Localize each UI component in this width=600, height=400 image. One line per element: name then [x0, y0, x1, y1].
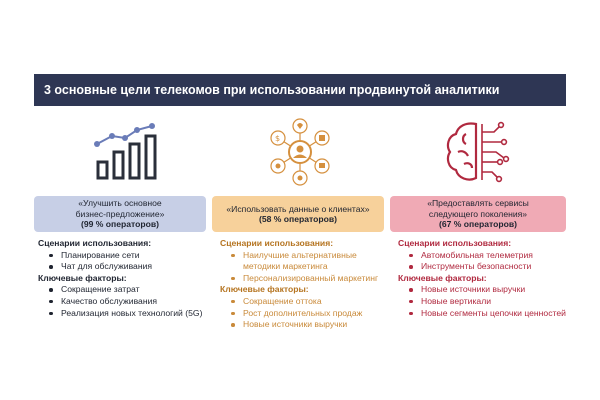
list-item: Наилучшие альтернативные методики маркетинга — [230, 250, 368, 273]
list-item: Чат для обслуживания — [48, 261, 218, 273]
list-item: Рост дополнительных продаж — [230, 308, 388, 320]
list-item: Инструменты безопасности — [408, 261, 578, 273]
customer-data-icon — [262, 116, 338, 188]
column-2-details — [220, 238, 388, 331]
goal-1-line1: «Улучшить основное — [78, 198, 162, 209]
goal-3-line2: следующего поколения» — [428, 208, 528, 219]
list-item: Новые источники выручки — [408, 284, 578, 296]
factors-list — [220, 296, 388, 331]
svg-text:$: $ — [275, 134, 281, 143]
growth-chart-icon — [92, 122, 162, 182]
use-cases-title: Сценарии использования: — [220, 238, 334, 248]
use-cases-list — [220, 250, 388, 285]
list-item: Планирование сети — [48, 250, 218, 262]
column-3-details — [398, 238, 578, 319]
list-item: Новые источники выручки — [230, 319, 388, 331]
goal-box-1 — [34, 196, 206, 232]
goal-2-percent: (58 % операторов) — [258, 214, 338, 224]
list-item: Реализация новых технологий (5G) — [48, 308, 218, 320]
use-cases-list — [398, 250, 578, 273]
goal-1-line2: бизнес-предложение» — [75, 208, 165, 219]
goal-1-percent: (99 % операторов) — [80, 219, 160, 230]
page-title: 3 основные цели телекомов при использовании продвинутой аналитики — [44, 83, 500, 97]
list-item: Автомобильная телеметрия — [408, 250, 578, 262]
factors-list — [38, 284, 218, 319]
goal-box-2 — [212, 196, 384, 232]
goal-3-line1: «Предоставлять сервисы — [427, 198, 529, 209]
list-item: Сокращение затрат — [48, 284, 218, 296]
list-item: Сокращение оттока — [230, 296, 388, 308]
use-cases-title: Сценарии использования: — [38, 238, 152, 248]
list-item: Персонализированный маркетинг — [230, 273, 388, 285]
use-cases-list — [38, 250, 218, 273]
list-item: Новые вертикали — [408, 296, 578, 308]
list-item: Качество обслуживания — [48, 296, 218, 308]
goal-3-percent: (67 % операторов) — [438, 219, 518, 230]
factors-title: Ключевые факторы: — [38, 272, 127, 283]
factors-title: Ключевые факторы: — [398, 272, 487, 283]
goal-2-line1: «Использовать данные о клиентах» — [226, 203, 370, 214]
column-1-details — [38, 238, 218, 319]
list-item: Новые сегменты цепочки ценностей — [408, 308, 578, 320]
factors-title: Ключевые факторы: — [220, 284, 309, 295]
factors-list — [398, 284, 578, 319]
use-cases-title: Сценарии использования: — [398, 238, 512, 248]
page-title-banner — [34, 74, 566, 106]
circuit-brain-icon — [440, 118, 516, 186]
goal-box-3 — [390, 196, 566, 232]
